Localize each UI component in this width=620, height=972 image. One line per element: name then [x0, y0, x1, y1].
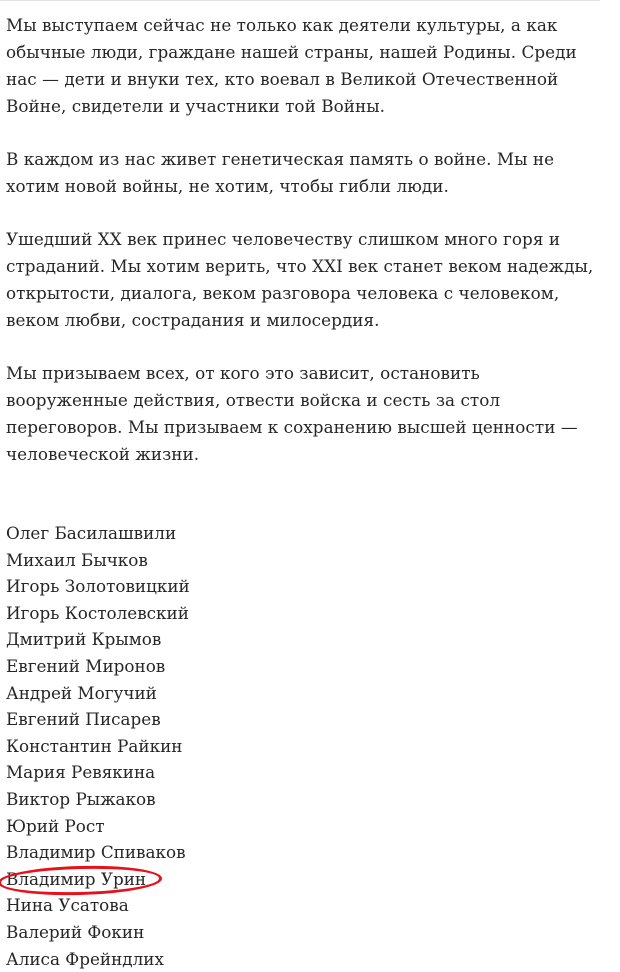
signatory-list — [6, 520, 606, 972]
paragraph-line: вооруженные действия, отвести войска и сесть за стол — [6, 387, 606, 414]
paragraph-line: обычные люди, граждане нашей страны, нашей Родины. Среди — [6, 39, 606, 66]
paragraph-line: человеческой жизни. — [6, 441, 606, 468]
signatory-name: Алиса Фрейндлих — [6, 946, 164, 972]
article-body — [6, 12, 606, 972]
signatory-name: Евгений Писарев — [6, 706, 161, 733]
top-divider — [0, 0, 600, 1]
signatory-name: Евгений Миронов — [6, 653, 165, 680]
paragraph-line: хотим новой войны, не хотим, чтобы гибли люди. — [6, 173, 606, 200]
signatory-name: Нина Усатова — [6, 892, 129, 919]
signatory-name: Юрий Рост — [6, 813, 105, 840]
paragraph-line: Мы призываем всех, от кого это зависит, остановить — [6, 360, 606, 387]
paragraph-line: переговоров. Мы призываем к сохранению высшей ценности — — [6, 414, 606, 441]
paragraph-line: нас — дети и внуки тех, кто воевал в Великой Отечественной — [6, 66, 606, 93]
paragraph-line: страданий. Мы хотим верить, что XXI век станет веком надежды, — [6, 253, 606, 280]
paragraph-line: открытости, диалога, веком разговора человека с человеком, — [6, 280, 606, 307]
signatory-name: Владимир Спиваков — [6, 839, 186, 866]
paragraph-line: Мы выступаем сейчас не только как деятели культуры, а как — [6, 12, 606, 39]
signatory-name: Валерий Фокин — [6, 919, 144, 946]
signatory-name: Дмитрий Крымов — [6, 626, 161, 653]
paragraph-2 — [6, 146, 606, 200]
signatory-name: Игорь Костолевский — [6, 600, 189, 627]
appeal-text — [6, 12, 606, 468]
paragraph-3 — [6, 226, 606, 334]
signatory-name: Михаил Бычков — [6, 547, 148, 574]
paragraph-line: Ушедший XX век принес человечеству слишком много горя и — [6, 226, 606, 253]
paragraph-line: веком любви, сострадания и милосердия. — [6, 307, 606, 334]
paragraph-4 — [6, 360, 606, 468]
signatory-name-highlighted: Владимир Урин — [6, 866, 146, 893]
paragraph-1 — [6, 12, 606, 120]
signatory-name: Олег Басилашвили — [6, 520, 176, 547]
signatory-name: Виктор Рыжаков — [6, 786, 156, 813]
signatory-name: Андрей Могучий — [6, 680, 157, 707]
paragraph-line: В каждом из нас живет генетическая память о войне. Мы не — [6, 146, 606, 173]
signatory-name: Мария Ревякина — [6, 759, 155, 786]
signatory-name: Игорь Золотовицкий — [6, 573, 190, 600]
paragraph-line: Войне, свидетели и участники той Войны. — [6, 93, 606, 120]
signatory-name: Константин Райкин — [6, 733, 182, 760]
